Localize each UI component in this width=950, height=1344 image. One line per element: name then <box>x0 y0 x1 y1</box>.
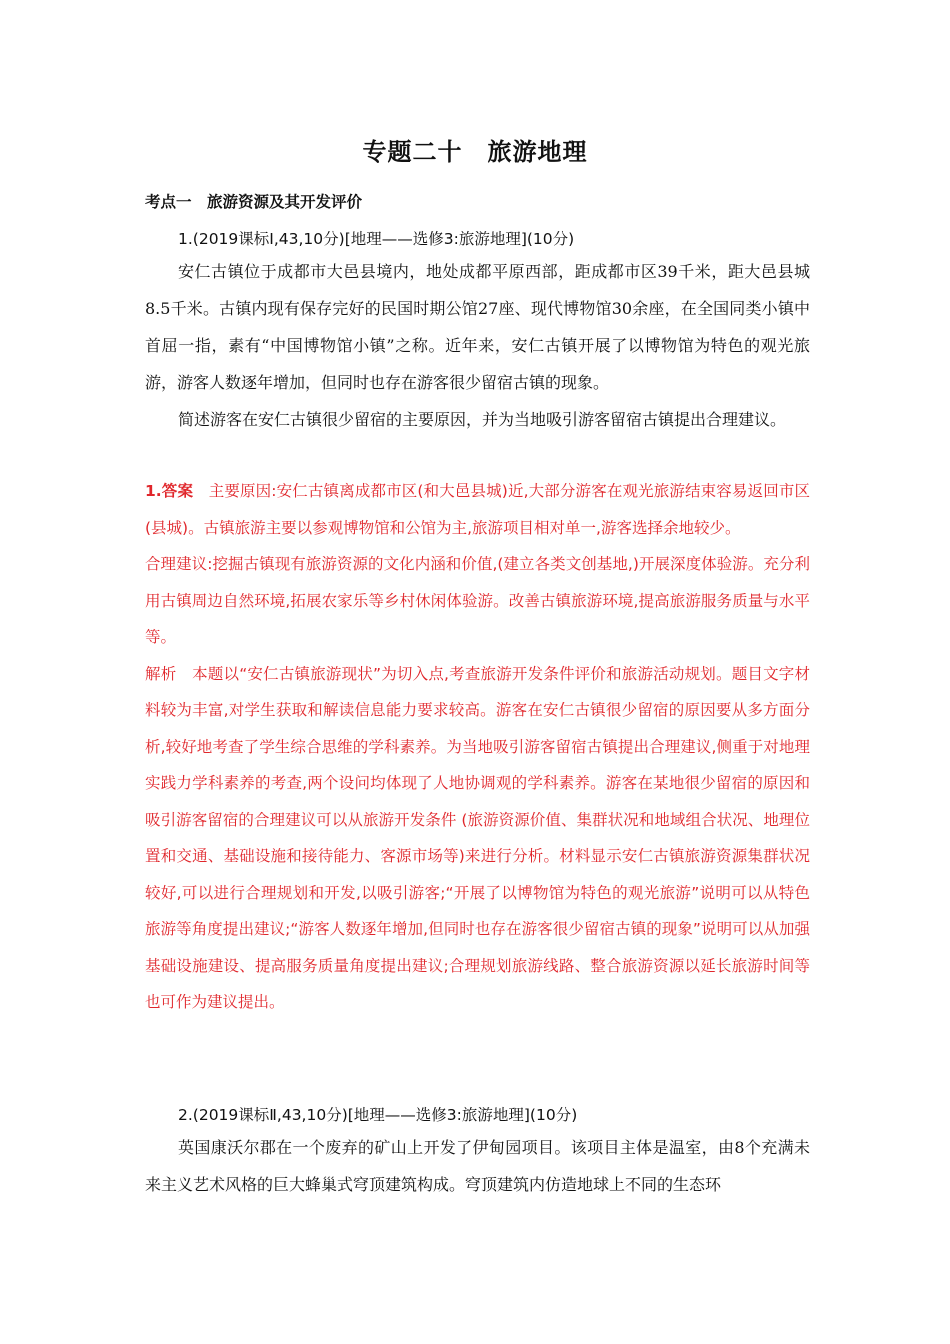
question-2-header: 2.(2019课标Ⅱ,43,10分)[地理——选修3:旅游地理](10分) <box>178 1106 578 1124</box>
answer-label: 1.答案 <box>145 482 194 500</box>
section-heading: 考点一 旅游资源及其开发评价 <box>145 193 363 211</box>
analysis-label: 解析 <box>145 664 177 683</box>
question-1-answer <box>145 473 810 1021</box>
question-1-header: 1.(2019课标Ⅰ,43,10分)[地理——选修3:旅游地理](10分) <box>178 230 575 248</box>
answer-reason: 主要原因:安仁古镇离成都市区(和大邑县城)近,大部分游客在观光旅游结束容易返回市区(县城)。古镇旅游主要以参观博物馆和公馆为主,旅游项目相对单一,游客选择余地较少。 <box>145 482 810 537</box>
analysis-text: 本题以“安仁古镇旅游现状”为切入点,考查旅游开发条件评价和旅游活动规划。题目文字材料较为丰富,对学生获取和解读信息能力要求较高。游客在安仁古镇很少留宿的原因要从多方面分析,较好地考查了学生综合思维的学科素养。为当地吸引游客留宿古镇提出合理建议,侧重于对地理实践力学科素养的考查,两个设问均体现了人地协调观的学科素养。游客在某地很少留宿的原因和吸引游客留宿的合理建议可以从旅游开发条件 (旅游资源价值、集群状况和地域组合状况、地理位置和交通、基础设施和接待能力、客源市场等)来进行分析。材料显示安仁古镇旅游资源集群状况较好,可以进行合理规划和开发,以吸引游客;“开展了以博物馆为特色的观光旅游”说明可以从特色旅游等角度提出建议;“游客人数逐年增加,但同时也存在游客很少留宿古镇的现象”说明可以从加强基础设施建设、提高服务质量角度提出建议;合理规划旅游线路、整合旅游资源以延长旅游时间等也可作为建议提出。 <box>145 664 810 1011</box>
question-1-material: 安仁古镇位于成都市大邑县境内，地处成都平原西部，距成都市区39千米，距大邑县城8.5千米。古镇内现有保存完好的民国时期公馆27座、现代博物馆30余座，在全国同类小镇中首屈一指，素有“中国博物馆小镇”之称。近年来，安仁古镇开展了以博物馆为特色的观光旅游，游客人数逐年增加，但同时也存在游客很少留宿古镇的现象。 <box>145 262 810 392</box>
question-1-prompt: 简述游客在安仁古镇很少留宿的主要原因，并为当地吸引游客留宿古镇提出合理建议。 <box>178 410 787 429</box>
answer-reason-paragraph <box>145 473 810 546</box>
answer-suggestion: 合理建议:挖掘古镇现有旅游资源的文化内涵和价值,(建立各类文创基地,)开展深度体验游。充分利用古镇周边自然环境,拓展农家乐等乡村休闲体验游。改善古镇旅游环境,提高旅游服务质量与水平等。 <box>145 555 810 646</box>
question-2-body <box>145 1129 810 1203</box>
analysis-paragraph <box>145 656 810 1021</box>
page-title: 专题二十 旅游地理 <box>362 138 588 166</box>
question-2-material: 英国康沃尔郡在一个废弃的矿山上开发了伊甸园项目。该项目主体是温室，由8个充满未来主义艺术风格的巨大蜂巢式穹顶建筑构成。穹顶建筑内仿造地球上不同的生态环 <box>145 1138 810 1194</box>
question-1-body <box>145 253 810 438</box>
